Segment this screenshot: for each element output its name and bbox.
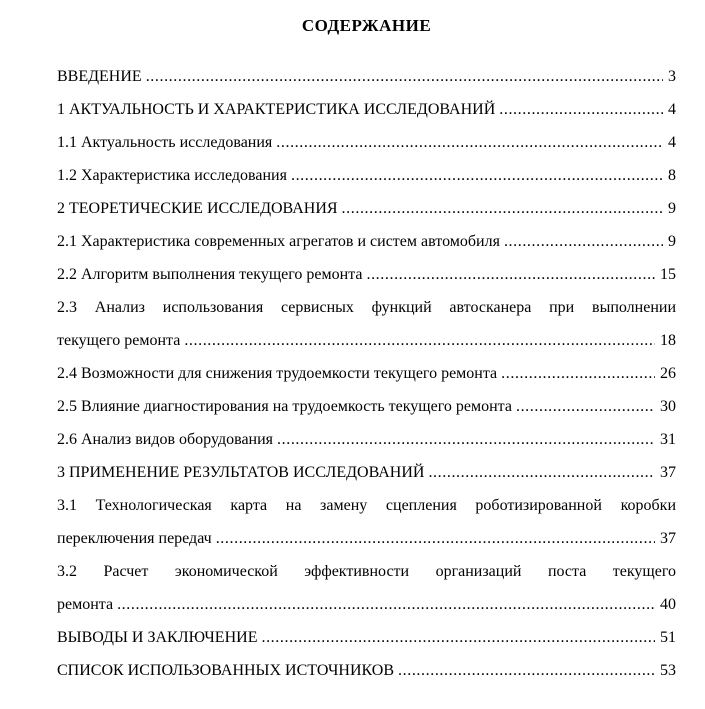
toc-entry-row — [57, 588, 676, 621]
toc-entry-row — [57, 357, 676, 390]
toc-entry-text: 3.2 Расчет экономической эффективности организаций поста текущего — [57, 563, 676, 580]
toc-entry-text: 3.1 Технологическая карта на замену сцепления роботизированной коробки — [57, 497, 676, 514]
toc-list — [57, 60, 676, 687]
dot-leader — [216, 522, 655, 555]
toc-entry-row — [57, 225, 676, 258]
dot-leader — [516, 390, 655, 423]
toc-entry-text: 2.4 Возможности для снижения трудоемкости текущего ремонта — [57, 365, 498, 382]
dot-leader — [291, 159, 663, 192]
toc-entry-page: 40 — [660, 596, 676, 613]
toc-entry-row — [57, 258, 676, 291]
toc-entry-page: 31 — [660, 431, 676, 448]
toc-entry — [57, 126, 676, 159]
dot-leader — [499, 93, 663, 126]
toc-entry-page: 4 — [668, 134, 676, 151]
toc-entry-page: 26 — [660, 365, 676, 382]
toc-entry-row — [57, 159, 676, 192]
toc-entry — [57, 555, 676, 621]
dot-leader — [146, 60, 663, 93]
toc-entry-page: 4 — [668, 101, 676, 118]
toc-entry-page: 15 — [660, 266, 676, 283]
dot-leader — [117, 588, 655, 621]
dot-leader — [366, 258, 655, 291]
dot-leader — [184, 324, 655, 357]
toc-entry-page: 8 — [668, 167, 676, 184]
toc-entry — [57, 159, 676, 192]
toc-entry-row — [57, 192, 676, 225]
dot-leader — [276, 126, 663, 159]
toc-entry-page: 30 — [660, 398, 676, 415]
toc-entry-text: 2.3 Анализ использования сервисных функций автосканера при выполнении — [57, 299, 676, 316]
toc-entry-text: 2.1 Характеристика современных агрегатов и систем автомобиля — [57, 233, 500, 250]
toc-entry-page: 18 — [660, 332, 676, 349]
toc-entry-row — [57, 60, 676, 93]
toc-entry-row — [57, 654, 676, 687]
toc-entry — [57, 60, 676, 93]
toc-entry-page: 3 — [668, 68, 676, 85]
toc-entry — [57, 258, 676, 291]
toc-entry-text: 1.1 Актуальность исследования — [57, 134, 273, 151]
toc-entry-page: 51 — [660, 629, 676, 646]
toc-entry-row — [57, 390, 676, 423]
toc-entry — [57, 423, 676, 456]
toc-entry — [57, 456, 676, 489]
toc-entry — [57, 621, 676, 654]
toc-entry — [57, 192, 676, 225]
toc-entry — [57, 357, 676, 390]
toc-entry-row — [57, 423, 676, 456]
toc-entry-row — [57, 522, 676, 555]
toc-entry-row — [57, 621, 676, 654]
toc-entry — [57, 93, 676, 126]
toc-entry-page: 53 — [660, 662, 676, 679]
toc-entry-page: 9 — [668, 233, 676, 250]
toc-entry-page: 37 — [660, 530, 676, 547]
toc-entry-text: текущего ремонта — [57, 332, 181, 349]
toc-entry-text: 2.5 Влияние диагностирования на трудоемкость текущего ремонта — [57, 398, 512, 415]
dot-leader — [277, 423, 655, 456]
toc-entry-page: 9 — [668, 200, 676, 217]
toc-entry-row — [57, 93, 676, 126]
dot-leader — [342, 192, 663, 225]
toc-entry-text: ремонта — [57, 596, 114, 613]
dot-leader — [261, 621, 655, 654]
toc-entry-text: СПИСОК ИСПОЛЬЗОВАННЫХ ИСТОЧНИКОВ — [57, 662, 395, 679]
toc-entry-text: 2.6 Анализ видов оборудования — [57, 431, 274, 448]
toc-title: СОДЕРЖАНИЕ — [301, 16, 432, 35]
toc-entry — [57, 225, 676, 258]
toc-entry-text: ВВЕДЕНИЕ — [57, 68, 142, 85]
toc-entry-text: 2 ТЕОРЕТИЧЕСКИЕ ИССЛЕДОВАНИЯ — [57, 200, 338, 217]
toc-entry-row — [57, 456, 676, 489]
dot-leader — [504, 225, 663, 258]
dot-leader — [398, 654, 655, 687]
toc-entry-text: 1 АКТУАЛЬНОСТЬ И ХАРАКТЕРИСТИКА ИССЛЕДОВАНИЙ — [57, 101, 496, 118]
toc-entry — [57, 291, 676, 357]
toc-entry-text: переключения передач — [57, 530, 212, 547]
toc-entry-row — [57, 126, 676, 159]
toc-entry — [57, 390, 676, 423]
toc-entry — [57, 654, 676, 687]
toc-entry-text: 1.2 Характеристика исследования — [57, 167, 287, 184]
toc-entry — [57, 489, 676, 555]
dot-leader — [501, 357, 655, 390]
toc-entry-row — [57, 324, 676, 357]
toc-entry-text: 2.2 Алгоритм выполнения текущего ремонта — [57, 266, 363, 283]
toc-entry-page: 37 — [660, 464, 676, 481]
toc-entry-text: 3 ПРИМЕНЕНИЕ РЕЗУЛЬТАТОВ ИССЛЕДОВАНИЙ — [57, 464, 425, 481]
dot-leader — [428, 456, 655, 489]
toc-entry-text: ВЫВОДЫ И ЗАКЛЮЧЕНИЕ — [57, 629, 258, 646]
